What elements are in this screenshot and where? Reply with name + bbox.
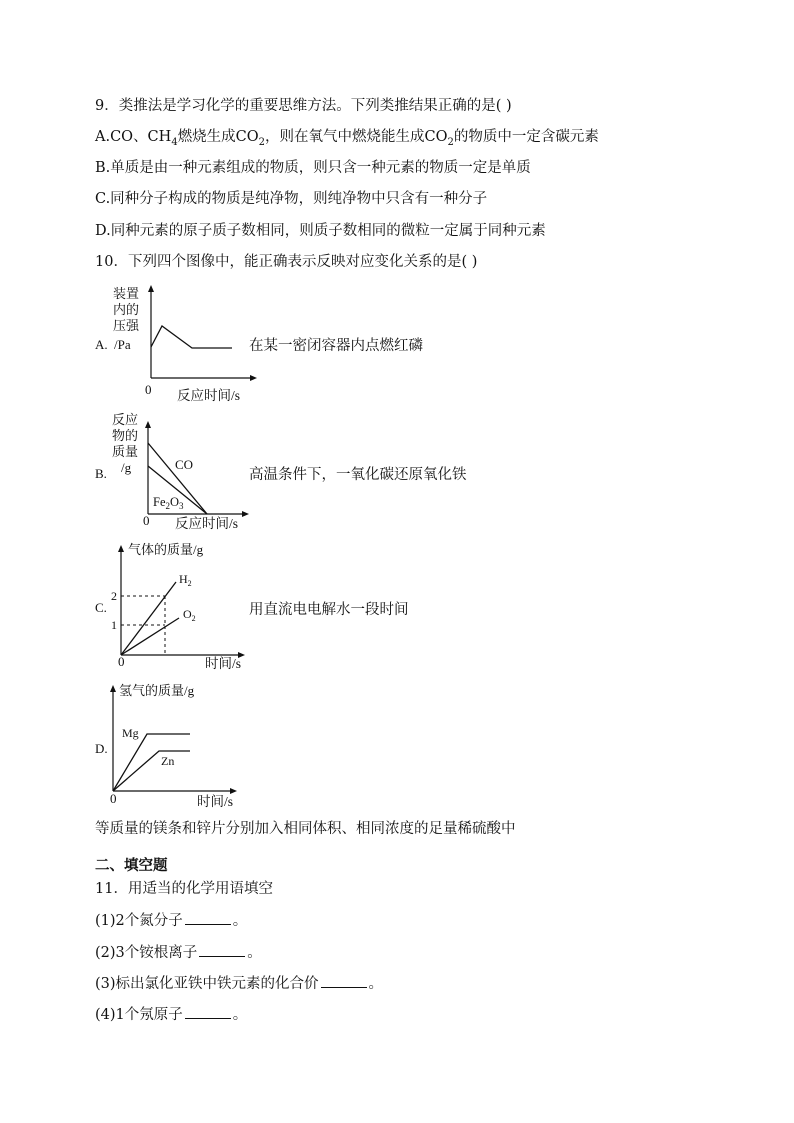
graph-d-zn-label: Zn bbox=[161, 754, 175, 768]
graph-a-ylabel-1: 装置 bbox=[113, 286, 140, 301]
graph-b-fe2o3-pre: Fe bbox=[153, 495, 166, 509]
graph-b-fe2o3-sub1: 2 bbox=[165, 501, 170, 511]
q9-option-c: C.同种分子构成的物质是纯净物，则纯净物中只含有一种分子 bbox=[95, 191, 488, 207]
q11-item-3-blank[interactable] bbox=[321, 973, 367, 988]
graph-d-xlabel: 时间/s bbox=[197, 794, 234, 809]
graph-c-o2-main: O bbox=[183, 607, 192, 621]
q9-option-a-sub3: 2 bbox=[447, 136, 454, 148]
graph-b-ylabel-3: 质量 bbox=[112, 444, 139, 459]
graph-b-fe2o3-label bbox=[153, 495, 184, 511]
graph-d-ylabel: 氢气的质量/g bbox=[119, 683, 195, 698]
graph-a-y-arrow bbox=[148, 285, 154, 292]
graph-b-x-arrow bbox=[242, 511, 249, 517]
q11-item-2-end: 。 bbox=[247, 945, 262, 961]
q11-item-4 bbox=[95, 1004, 247, 1025]
graph-c-tick-2: 2 bbox=[111, 589, 117, 603]
graph-d-y-arrow bbox=[110, 685, 116, 692]
q10-caption-c: 用直流电电解水一段时间 bbox=[249, 602, 409, 618]
q9-option-d: D.同种元素的原子质子数相同，则质子数相同的微粒一定属于同种元素 bbox=[95, 223, 546, 239]
graph-a-letter: A. bbox=[95, 337, 108, 352]
q9-option-a-mid1: 燃烧生成CO bbox=[177, 129, 259, 145]
graph-a-x-arrow bbox=[250, 375, 257, 381]
q11-item-1-blank[interactable] bbox=[185, 910, 231, 925]
graph-b-letter: B. bbox=[95, 466, 107, 481]
q9-option-b: B.单质是由一种元素组成的物质，则只含一种元素的物质一定是单质 bbox=[95, 160, 531, 176]
section-title: 二、填空题 bbox=[95, 858, 168, 874]
graph-c-h2-main: H bbox=[179, 572, 188, 586]
graph-a-ylabel-3: 压强 bbox=[113, 318, 140, 333]
graph-d-origin: 0 bbox=[110, 791, 117, 806]
graph-b-ylabel-4: /g bbox=[121, 460, 132, 475]
q9-option-a bbox=[95, 127, 599, 153]
graph-b-y-arrow bbox=[145, 421, 151, 428]
q9-option-a-sub2: 2 bbox=[258, 136, 266, 148]
graph-c-tick-1: 1 bbox=[111, 618, 117, 632]
q9-option-a-sub1: 4 bbox=[171, 136, 178, 148]
graph-b-origin: 0 bbox=[143, 513, 150, 528]
graph-d-mg-line bbox=[113, 734, 190, 791]
graph-c-xlabel: 时间/s bbox=[205, 656, 242, 670]
q11-item-1-text: (1)2个氮分子 bbox=[95, 913, 183, 929]
graph-c-h2-label bbox=[179, 572, 192, 588]
q10-graph-a bbox=[95, 282, 265, 407]
q11-item-4-end: 。 bbox=[232, 1007, 248, 1023]
graph-c-ylabel: 气体的质量/g bbox=[128, 542, 204, 557]
q11-item-1 bbox=[95, 910, 247, 931]
graph-c-o2-line bbox=[121, 618, 179, 655]
q9-option-a-pre: A.CO、CH bbox=[95, 129, 172, 145]
q10-graph-d bbox=[95, 678, 265, 810]
q11-item-4-text: (4)1个氖原子 bbox=[95, 1007, 183, 1023]
q11-item-1-end: 。 bbox=[232, 913, 248, 929]
graph-a-ylabel-4: /Pa bbox=[114, 337, 131, 352]
q11-item-2 bbox=[95, 942, 262, 963]
graph-b-fe2o3-mid: O bbox=[170, 495, 180, 509]
q11-stem: 11．用适当的化学用语填空 bbox=[95, 881, 273, 897]
graph-c-y-arrow bbox=[118, 545, 124, 552]
graph-b-ylabel-2: 物的 bbox=[112, 428, 139, 443]
q10-stem: 10．下列四个图像中，能正确表示反映对应变化关系的是( ) bbox=[95, 254, 478, 270]
q11-item-3 bbox=[95, 973, 383, 994]
q10-graph-b bbox=[95, 410, 265, 534]
q11-item-3-text: (3)标出氯化亚铁中铁元素的化合价 bbox=[95, 976, 319, 992]
graph-b-xlabel: 反应时间/s bbox=[175, 516, 239, 531]
graph-b-co-label: CO bbox=[175, 457, 194, 472]
q11-item-3-end: 。 bbox=[368, 976, 384, 992]
graph-b-fe2o3-sub2: 3 bbox=[179, 501, 184, 511]
q10-caption-a: 在某一密闭容器内点燃红磷 bbox=[249, 338, 423, 354]
q10-graph-c bbox=[95, 540, 265, 670]
graph-c-o2-label bbox=[183, 607, 196, 623]
graph-d-letter: D. bbox=[95, 741, 108, 756]
graph-c-origin: 0 bbox=[118, 654, 125, 669]
q11-item-2-blank[interactable] bbox=[199, 942, 245, 957]
q10-caption-d: 等质量的镁条和锌片分别加入相同体积、相同浓度的足量稀硫酸中 bbox=[95, 821, 516, 837]
q11-item-2-text: (2)3个铵根离子 bbox=[95, 945, 198, 961]
q10-caption-b: 高温条件下，一氧化碳还原氧化铁 bbox=[249, 467, 467, 483]
q9-option-a-post: 的物质中一定含碳元素 bbox=[453, 129, 599, 145]
graph-c-h2-line bbox=[121, 582, 176, 655]
graph-a-xlabel: 反应时间/s bbox=[177, 388, 241, 403]
graph-c-o2-sub: 2 bbox=[191, 614, 196, 623]
q11-item-4-blank[interactable] bbox=[185, 1004, 231, 1019]
graph-c-h2-sub: 2 bbox=[187, 579, 192, 588]
q9-stem: 9．类推法是学习化学的重要思维方法。下列类推结果正确的是( ) bbox=[95, 98, 512, 114]
graph-c-letter: C. bbox=[95, 600, 107, 615]
graph-b-ylabel-1: 反应 bbox=[112, 412, 139, 427]
graph-d-mg-label: Mg bbox=[122, 726, 139, 740]
graph-a-pressure-line bbox=[151, 326, 232, 348]
graph-a-ylabel-2: 内的 bbox=[113, 302, 140, 317]
graph-a-origin: 0 bbox=[145, 382, 152, 397]
q9-option-a-mid2: ，则在氧气中燃烧能生成CO bbox=[265, 129, 448, 145]
